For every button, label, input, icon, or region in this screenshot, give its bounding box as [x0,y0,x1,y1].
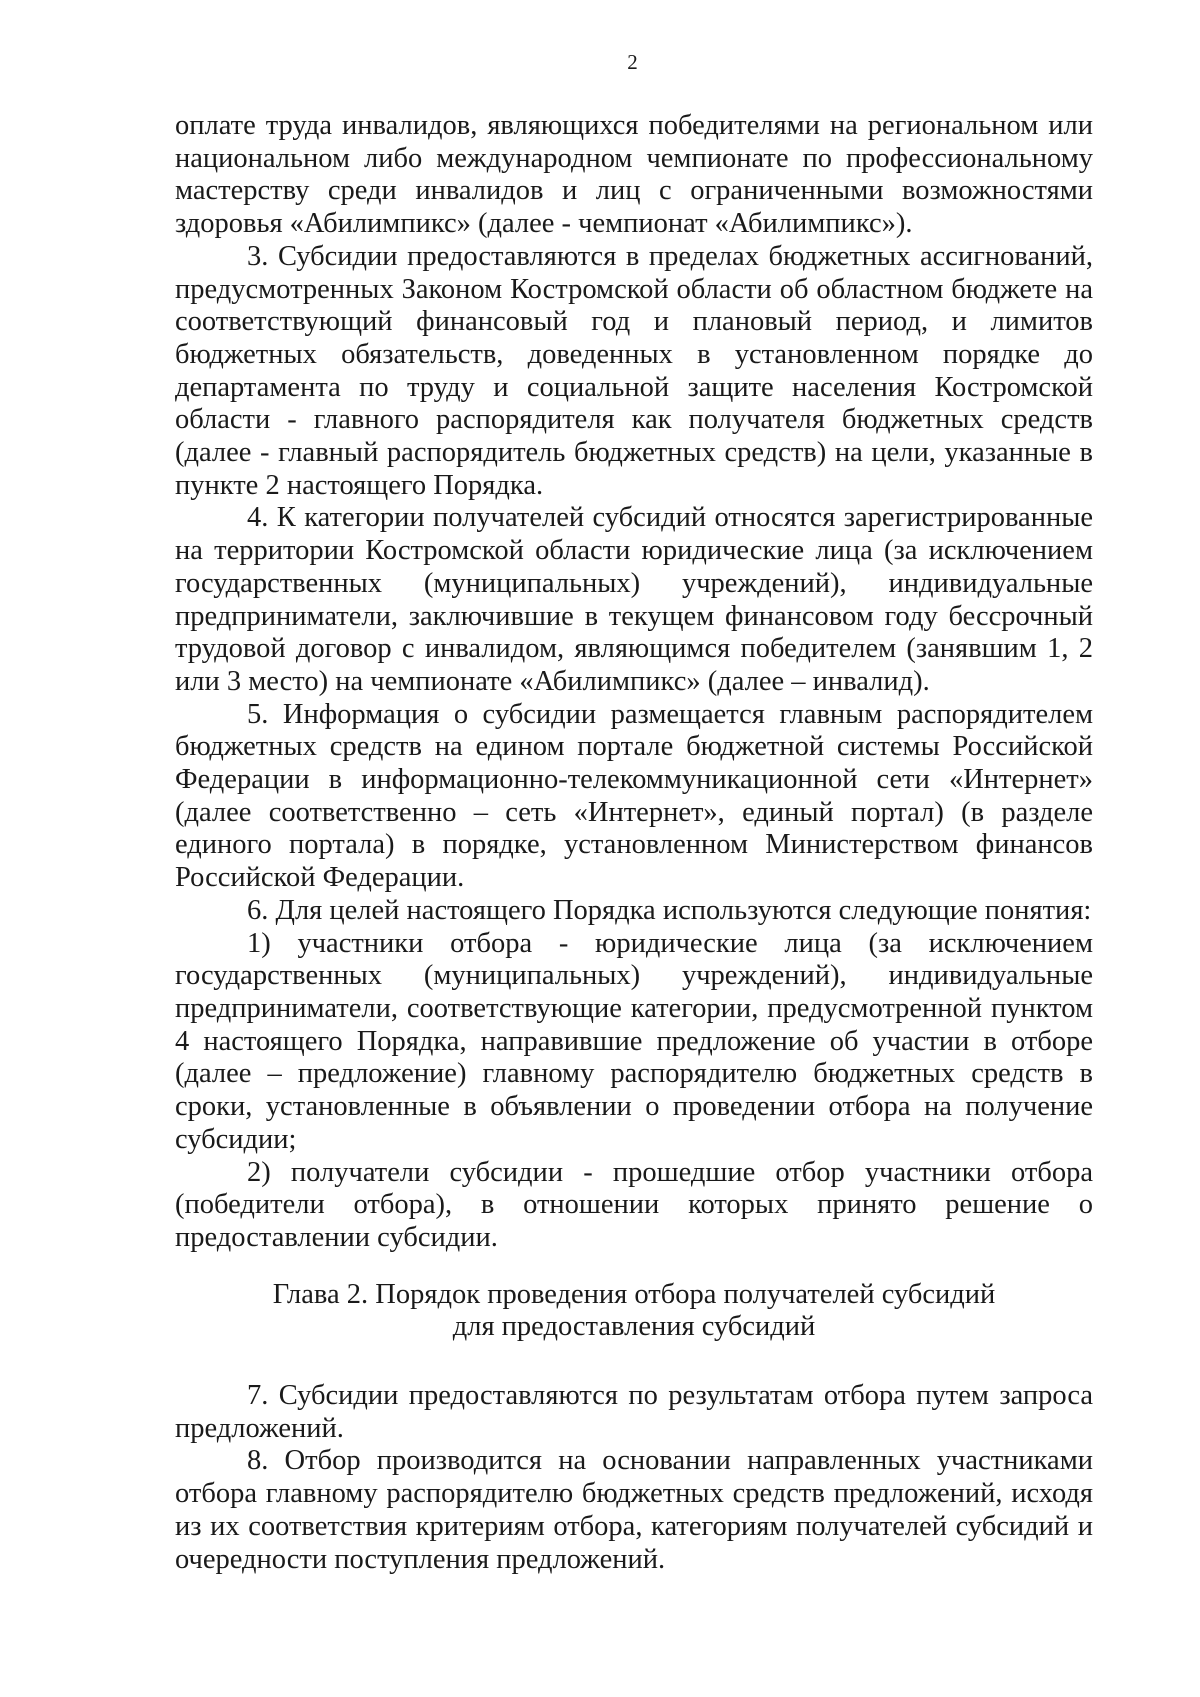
paragraph-8: 8. Отбор производится на основании направленных участниками отбора главному распорядителю бюджетных средств предложений, исходя из их соответствия критериям отбора, категориям получателей субсидий и очередности поступления предложений. [175,1445,1093,1575]
paragraph-3: 3. Субсидии предоставляются в пределах бюджетных ассигнований, предусмотренных Законом Костромской области об областном бюджете на соответствующий финансовый год и плановый период, и лимитов бюджетных обязательств, доведенных в установленном порядке до департамента по труду и социальной защите населения Костромской области - главного распорядителя как получателя бюджетных средств (далее - главный распорядитель бюджетных средств) на цели, указанные в пункте 2 настоящего Порядка. [175,240,1093,501]
paragraph-7: 7. Субсидии предоставляются по результатам отбора путем запроса предложений. [175,1380,1093,1444]
paragraph: оплате труда инвалидов, являющихся победителями на региональном или национальном либо международном чемпионате по профессиональному мастерству среди инвалидов и лиц с ограниченными возможностями здоровья «Абилимпикс» (далее - чемпионат «Абилимпикс»). [175,110,1093,240]
chapter-heading-line2: для предоставления субсидий [452,1311,816,1343]
document-body [175,110,1093,1576]
paragraph-6-1: 1) участники отбора - юридические лица (за исключением государственных (муниципальных) учреждений), индивидуальные предприниматели, соответствующие категории, предусмотренной пунктом 4 настоящего Порядка, направившие предложение об участии в отборе (далее – предложение) главному распорядителю бюджетных средств в сроки, установленные в объявлении о проведении отбора на получение субсидии; [175,927,1093,1155]
paragraph-5: 5. Информация о субсидии размещается главным распорядителем бюджетных средств на едином портале бюджетной системы Российской Федерации в информационно-телекоммуникационной сети «Интернет» (далее соответственно – сеть «Интернет», единый портал) (в разделе единого портала) в порядке, установленном Министерством финансов Российской Федерации. [175,698,1093,894]
chapter-heading-line1: Глава 2. Порядок проведения отбора получателей субсидий [272,1278,996,1310]
paragraph-6-2: 2) получатели субсидии - прошедшие отбор участники отбора (победители отбора), в отношении которых принято решение о предоставлении субсидии. [175,1156,1093,1253]
chapter-heading [175,1279,1093,1344]
page-number: 2 [627,50,638,74]
paragraph-4: 4. К категории получателей субсидий относятся зарегистрированные на территории Костромской области юридические лица (за исключением государственных (муниципальных) учреждений), индивидуальные предприниматели, заключившие в текущем финансовом году бессрочный трудовой договор с инвалидом, являющимся победителем (занявшим 1, 2 или 3 место) на чемпионате «Абилимпикс» (далее – инвалид). [175,502,1093,697]
paragraph-6: 6. Для целей настоящего Порядка используются следующие понятия: [247,894,1092,926]
